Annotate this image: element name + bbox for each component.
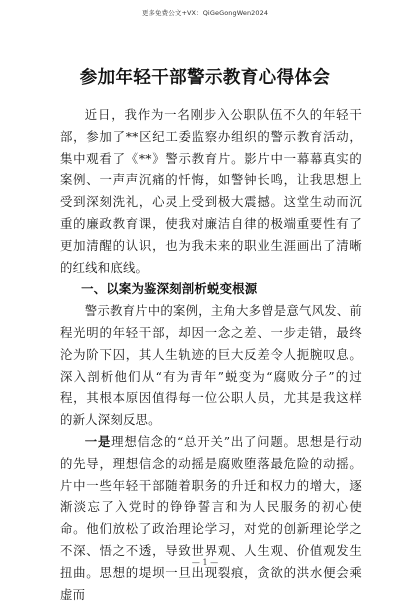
paragraph-section1: 警示教育片中的案例，主角大多曾是意气风发、前程光明的年轻干部，却因一念之差、一步走错，最终沦为阶下囚，其人生轨迹的巨大反差令人扼腕叹息。深入剖析他们从“有为青年”蜕变为“腐败分子”的过程，其根本原因值得每一位公职人员，尤其是我这样的新人深刻反思。 <box>60 303 362 428</box>
header-note: 更多免费公文+VX：QiGeGongWen2024 <box>141 9 269 17</box>
page-number: — 1 — <box>191 558 219 567</box>
paragraph-point-1 <box>60 431 362 605</box>
document-title: 参加年轻干部警示教育心得体会 <box>79 68 331 88</box>
point-1-lead: 一是 <box>84 433 112 449</box>
section-heading-1: 一、以案为鉴深刻剖析蜕变根源 <box>81 281 258 297</box>
point-1-text: 理想信念的“总开关”出了问题。思想是行动的先导，理想信念的动摇是腐败堕落最危险的动摇。片中一些年轻干部随着职务的升迁和权力的增大，逐渐淡忘了入党时的铮铮誓言和为人民服务的初心使命。他们放松了政治理论学习，对党的创新理论学之不深、悟之不透，导致世界观、人生观、价值观发生扭曲。思想的堤坝一旦出现裂痕，贪欲的洪水便会乘虚而 <box>60 433 362 602</box>
paragraph-intro: 近日，我作为一名刚步入公职队伍不久的年轻干部，参加了**区纪工委监察办组织的警示教育活动，集中观看了《**》警示教育片。影片中一幕幕真实的案例、一声声沉痛的忏悔，如警钟长鸣，让我思想上受到深刻洗礼，心灵上受到极大震撼。这堂生动而沉重的廉政教育课，使我对廉洁自律的极端重要性有了更加清醒的认识，也为我未来的职业生涯画出了清晰的红线和底线。 <box>60 107 362 275</box>
document-body <box>60 104 362 605</box>
